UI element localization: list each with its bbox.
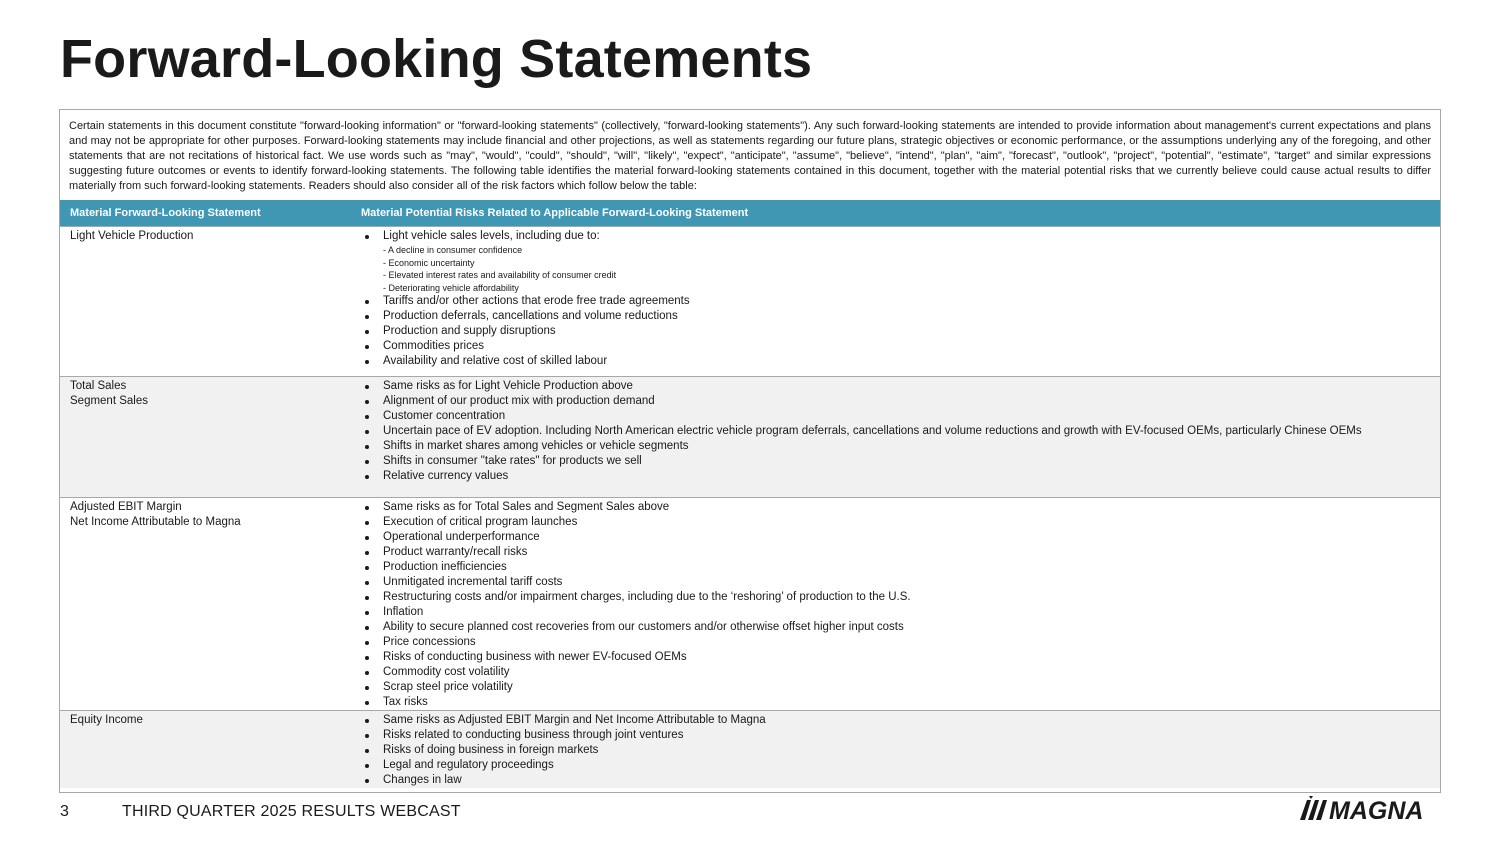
risk-item xyxy=(361,650,1430,665)
risk-text: Shifts in market shares among vehicles or vehicle segments xyxy=(383,440,689,452)
intro-paragraph: Certain statements in this document constitute "forward-looking information" or "forward-looking statements" (collectively, "forward-looking statements"). Any such forward-looking statements are intended to provide information about management's current expectations and plans and may not be appropriate for other purposes. Forward-looking statements may include financial and other projections, as well as statements regarding our future plans, strategic objectives or economic performance, or the assumptions underlying any of the foregoing, and other statements that are not recitations of historical fact. We use words such as "may", "would", "could", "should", "will", "likely", "expect", "anticipate", "assume", "believe", "intend", "plan", "aim", "forecast", "outlook", "project", "potential", "estimate", "target" and similar expressions suggesting future outcomes or events to identify forward-looking statements. The following table identifies the material forward-looking statements contained in this document, together with the material potential risks that we currently believe could cause actual results to differ materially from such forward-looking statements. Readers should also consider all of the risk factors which follow below the table: xyxy=(69,120,1431,192)
statement-text: Total Sales xyxy=(70,380,127,392)
content-box xyxy=(59,109,1441,793)
statement-text: Adjusted EBIT Margin xyxy=(70,501,182,513)
risk-text: Same risks as for Light Vehicle Production above xyxy=(383,380,633,392)
risk-item xyxy=(361,713,1430,728)
risk-item xyxy=(361,309,1430,324)
risk-item xyxy=(361,605,1430,620)
risk-list xyxy=(361,711,1430,788)
table-row xyxy=(60,711,1440,789)
risk-text: Production and supply disruptions xyxy=(383,325,556,337)
risk-item xyxy=(361,294,1430,309)
table-row xyxy=(60,498,1440,711)
risk-item xyxy=(361,324,1430,339)
statement-text: Net Income Attributable to Magna xyxy=(70,516,241,528)
risk-item xyxy=(361,424,1430,439)
risk-item xyxy=(361,454,1430,469)
risk-text: Inflation xyxy=(383,606,424,618)
statement-cell xyxy=(60,498,351,711)
risk-item xyxy=(361,229,1430,294)
risk-text: Same risks as Adjusted EBIT Margin and Net Income Attributable to Magna xyxy=(383,714,766,726)
risk-item xyxy=(361,590,1430,605)
risk-sublist xyxy=(383,244,1430,294)
risk-item xyxy=(361,515,1430,530)
risk-text: Execution of critical program launches xyxy=(383,516,578,528)
risk-text: Risks of conducting business with newer EV-focused OEMs xyxy=(383,651,687,663)
risks-cell xyxy=(351,227,1440,377)
risk-text: Ability to secure planned cost recoveries from our customers and/or otherwise offset higher input costs xyxy=(383,621,904,633)
risk-item xyxy=(361,379,1430,394)
risk-item xyxy=(361,680,1430,695)
page-number: 3 xyxy=(60,803,69,820)
risks-cell xyxy=(351,711,1440,789)
risk-text: Alignment of our product mix with production demand xyxy=(383,395,655,407)
risk-item xyxy=(361,560,1430,575)
risk-item xyxy=(361,695,1430,710)
footer-text: THIRD QUARTER 2025 RESULTS WEBCAST xyxy=(122,803,461,820)
risk-text: Shifts in consumer "take rates" for products we sell xyxy=(383,455,642,467)
risk-text: Relative currency values xyxy=(383,470,509,482)
risk-item xyxy=(361,743,1430,758)
table-row xyxy=(60,227,1440,377)
risk-table xyxy=(60,200,1440,788)
risk-text: Risks of doing business in foreign markets xyxy=(383,744,599,756)
risk-item xyxy=(361,339,1430,354)
risk-item xyxy=(361,439,1430,454)
risk-item xyxy=(361,354,1430,369)
risk-subitem: - Deteriorating vehicle affordability xyxy=(383,282,519,293)
risk-item xyxy=(361,409,1430,424)
risk-item xyxy=(361,500,1430,515)
statement-text: Segment Sales xyxy=(70,395,148,407)
risk-text: Scrap steel price volatility xyxy=(383,681,513,693)
risk-text: Risks related to conducting business through joint ventures xyxy=(383,729,684,741)
table-row xyxy=(60,377,1440,498)
magna-logo xyxy=(1298,796,1442,822)
risk-list xyxy=(361,377,1430,484)
risk-text: Operational underperformance xyxy=(383,531,540,543)
statement-cell xyxy=(60,711,351,789)
risk-item xyxy=(361,545,1430,560)
risk-text: Legal and regulatory proceedings xyxy=(383,759,554,771)
table-header-row xyxy=(60,200,1440,227)
risk-text: Changes in law xyxy=(383,774,462,786)
risk-text: Production deferrals, cancellations and volume reductions xyxy=(383,310,678,322)
statement-text: Light Vehicle Production xyxy=(70,230,194,242)
risk-item xyxy=(361,635,1430,650)
risk-text: Same risks as for Total Sales and Segment Sales above xyxy=(383,501,670,513)
risk-list xyxy=(361,227,1430,369)
risk-list xyxy=(361,498,1430,710)
risk-text: Tax risks xyxy=(383,696,428,708)
risks-cell xyxy=(351,498,1440,711)
risk-text: Commodities prices xyxy=(383,340,484,352)
risk-item xyxy=(361,773,1430,788)
header-statement: Material Forward-Looking Statement xyxy=(60,200,351,227)
risk-item xyxy=(361,469,1430,484)
logo-wordmark: MAGNA xyxy=(1329,797,1424,822)
risk-text: Tariffs and/or other actions that erode free trade agreements xyxy=(383,295,690,307)
risk-text: Production inefficiencies xyxy=(383,561,507,573)
risks-cell xyxy=(351,377,1440,498)
risk-text: Light vehicle sales levels, including due to: xyxy=(383,230,600,242)
risk-item xyxy=(361,575,1430,590)
risk-text: Product warranty/recall risks xyxy=(383,546,528,558)
risk-text: Availability and relative cost of skilled labour xyxy=(383,355,608,367)
statement-cell xyxy=(60,227,351,377)
risk-subitem: - A decline in consumer confidence xyxy=(383,245,523,255)
risk-text: Customer concentration xyxy=(383,410,506,422)
risk-subitem: - Economic uncertainty xyxy=(383,257,475,268)
statement-text: Equity Income xyxy=(70,714,143,726)
header-risks: Material Potential Risks Related to Applicable Forward-Looking Statement xyxy=(351,200,1440,227)
risk-text: Restructuring costs and/or impairment charges, including due to the ‘reshoring’ of production to the U.S. xyxy=(383,591,911,603)
risk-item xyxy=(361,758,1430,773)
page-title: Forward-Looking Statements xyxy=(60,29,813,89)
risk-item xyxy=(361,620,1430,635)
risk-text: Uncertain pace of EV adoption. Including North American electric vehicle program deferrals, cancellations and volume reductions and growth with EV-focused OEMs, particularly Chinese OEMs xyxy=(383,425,1362,437)
risk-text: Unmitigated incremental tariff costs xyxy=(383,576,563,588)
risk-text: Commodity cost volatility xyxy=(383,666,510,678)
risk-item xyxy=(361,665,1430,680)
risk-item xyxy=(361,530,1430,545)
risk-item xyxy=(361,394,1430,409)
statement-cell xyxy=(60,377,351,498)
risk-text: Price concessions xyxy=(383,636,476,648)
risk-item xyxy=(361,728,1430,743)
risk-subitem: - Elevated interest rates and availability of consumer credit xyxy=(383,270,617,280)
